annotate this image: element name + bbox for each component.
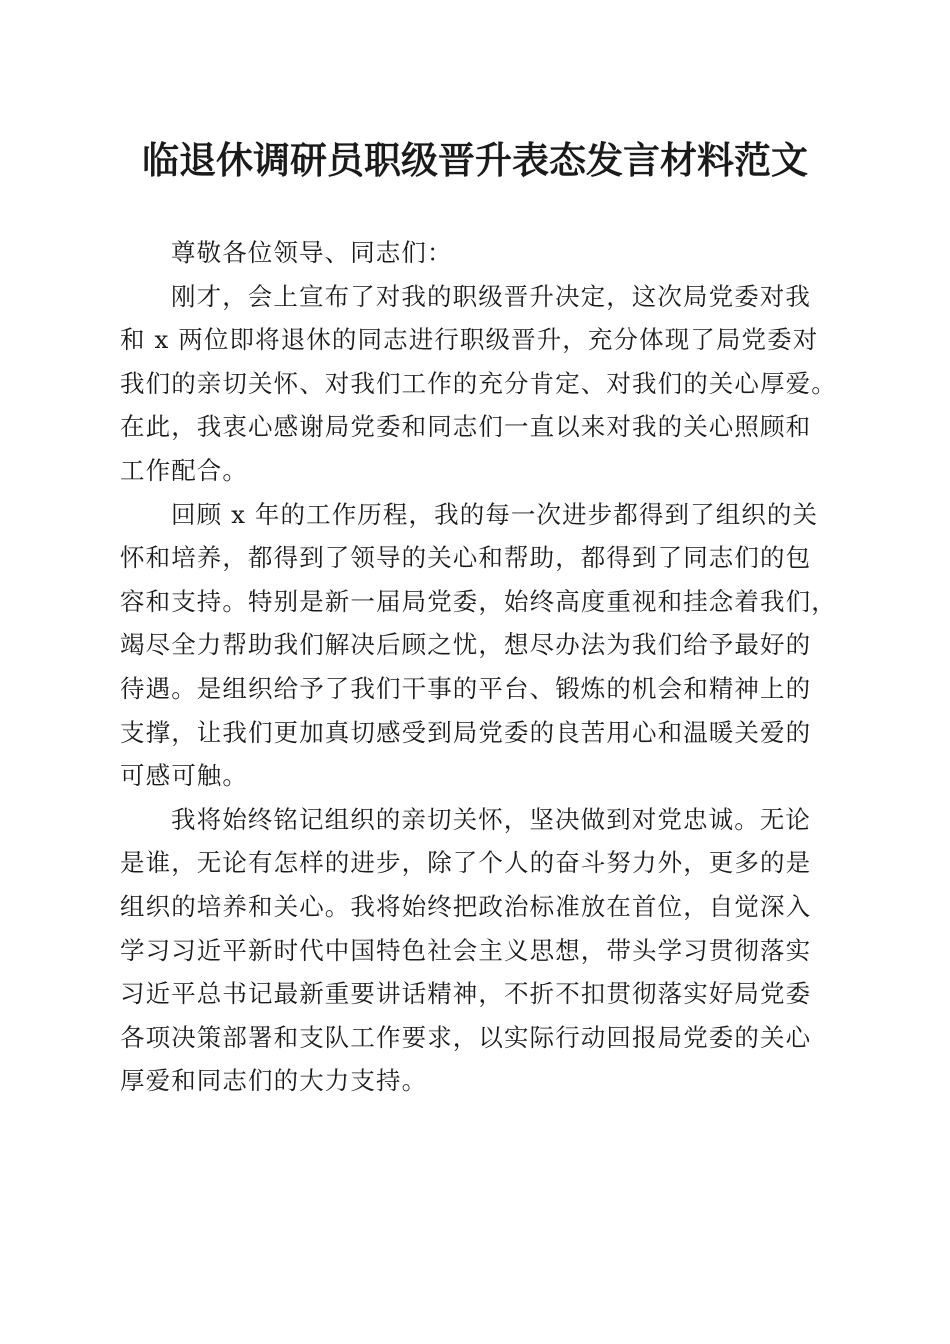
body-line: 组织的培养和关心。我将始终把政治标准放在首位，自觉深入 <box>120 891 812 921</box>
body-line: 各项决策部署和支队工作要求，以实际行动回报局党委的关心 <box>120 1022 812 1052</box>
body-line: 怀和培养，都得到了领导的关心和帮助，都得到了同志们的包 <box>120 543 812 573</box>
body-line: 厚爱和同志们的大力支持。 <box>120 1066 428 1096</box>
document-title: 临退休调研员职级晋升表态发言材料范文 <box>142 138 808 182</box>
document-body <box>120 231 837 1103</box>
body-line: 是谁，无论有怎样的进步，除了个人的奋斗努力外，更多的是 <box>120 848 812 878</box>
body-line: 和 x 两位即将退休的同志进行职级晋升，充分体现了局党委对 <box>120 325 819 355</box>
body-line: 竭尽全力帮助我们解决后顾之忧，想尽办法为我们给予最好的 <box>120 630 812 660</box>
body-line: 可感可触。 <box>120 761 248 791</box>
body-line: 习近平总书记最新重要讲话精神，不折不扣贯彻落实好局党委 <box>120 979 812 1009</box>
body-line: 刚才，会上宣布了对我的职级晋升决定，这次局党委对我 <box>171 281 811 311</box>
body-line: 回顾 x 年的工作历程，我的每一次进步都得到了组织的关 <box>171 499 819 529</box>
body-line: 待遇。是组织给予了我们干事的平台、锻炼的机会和精神上的 <box>120 673 812 703</box>
body-line: 我们的亲切关怀、对我们工作的充分肯定、对我们的关心厚爱。 <box>120 368 837 398</box>
body-line: 在此，我衷心感谢局党委和同志们一直以来对我的关心照顾和 <box>120 412 812 442</box>
body-line: 我将始终铭记组织的亲切关怀，坚决做到对党忠诚。无论 <box>171 804 811 834</box>
body-line: 学习习近平新时代中国特色社会主义思想，带头学习贯彻落实 <box>120 935 812 965</box>
body-line: 工作配合。 <box>120 455 248 485</box>
body-line: 支撑，让我们更加真切感受到局党委的良苦用心和温暖关爱的 <box>120 717 812 747</box>
body-line: 尊敬各位领导、同志们： <box>171 238 453 267</box>
body-line: 容和支持。特别是新一届局党委，始终高度重视和挂念着我们， <box>120 586 837 616</box>
